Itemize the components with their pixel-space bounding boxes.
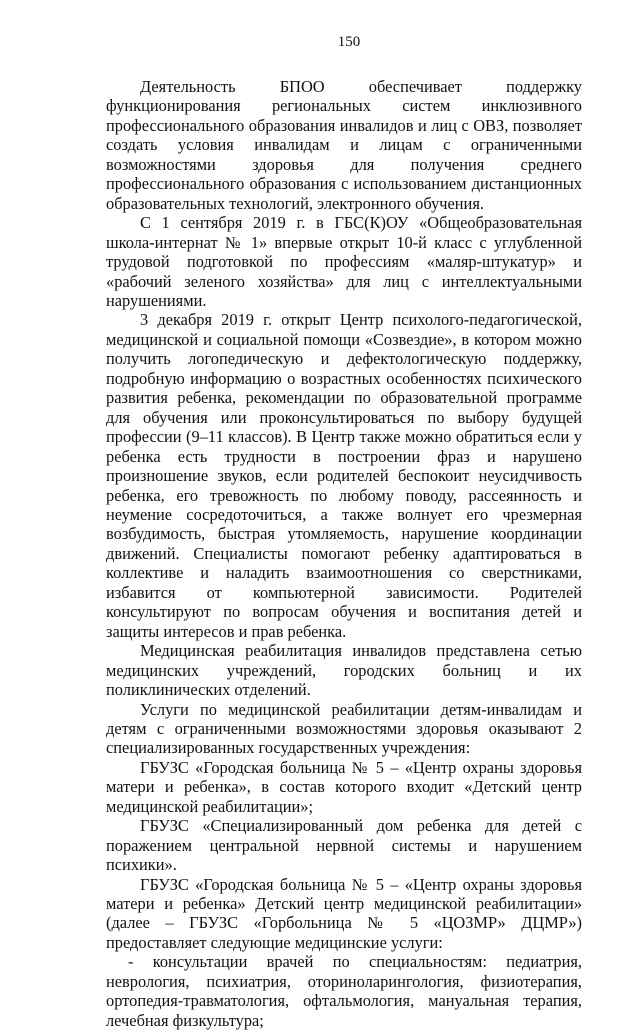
paragraph-school-class: С 1 сентября 2019 г. в ГБС(К)ОУ «Общеобразовательная школа-интернат № 1» впервые открыт 10-й класс с углубленной трудовой подготовкой по профессиям «маляр-штукатур» и «рабочий зеленого хозяйства» для лиц с интеллектуальными нарушениями. <box>106 213 582 310</box>
paragraph-hospital-5: ГБУЗС «Городская больница № 5 – «Центр охраны здоровья матери и ребенка», в состав которого входит «Детский центр медицинской реабилитации»; <box>106 757 582 816</box>
paragraph-children-home: ГБУЗС «Специализированный дом ребенка для детей с поражением центральной нервной системы и нарушением психики». <box>106 816 582 875</box>
paragraph-services-intro: Услуги по медицинской реабилитации детям-инвалидам и детям с ограниченными возможностями здоровья оказывают 2 специализированных государственных учреждения: <box>106 699 582 758</box>
paragraph-bpoo-activity: Деятельность БПОО обеспечивает поддержку функционирования региональных систем инклюзивного профессионального образования инвалидов и лиц с ОВЗ, позволяет создать условия инвалидам и лицам с ограниченными возможностями здоровья для получения среднего профессионального образования с использованием дистанционных образовательных технологий, электронного обучения. <box>106 77 582 213</box>
list-item-consultations: - консультации врачей по специальностям: педиатрия, неврология, психиатрия, оториноларингология, физиотерапия, ортопедия-травматология, офтальмология, мануальная терапия, лечебная физкультура; <box>106 952 582 1030</box>
paragraph-center-sozvezdie: 3 декабря 2019 г. открыт Центр психолого-педагогической, медицинской и социальной помощи «Созвездие», в котором можно получить логопедическую и дефектологическую поддержку, подробную информацию о возрастных особенностях психического развития ребенка, рекомендации по образовательной программе для обучения или проконсультироваться по выбору будущей профессии (9–11 классов). В Центр также можно обратиться если у ребенка есть трудности в построении фраз и нарушено произношение звуков, если родителей беспокоит неусидчивость ребенка, его тревожность по любому поводу, рассеянность и неумение сосредоточиться, а также волнует его чрезмерная возбудимость, быстрая утомляемость, нарушение координации движений. Специалисты помогают ребенку адаптироваться в коллективе и наладить взаимоотношения со сверстниками, избавится от компьютерной зависимости. Родителей консультируют по вопросам обучения и воспитания детей и защиты интересов и прав ребенка. <box>106 310 582 641</box>
page-number: 150 <box>337 34 361 50</box>
paragraph-medical-rehabilitation: Медицинская реабилитация инвалидов представлена сетью медицинских учреждений, городских больниц и их поликлинических отделений. <box>106 641 582 700</box>
paragraph-services-provided: ГБУЗС «Городская больница № 5 – «Центр охраны здоровья матери и ребенка» Детский центр медицинской реабилитации» (далее – ГБУЗС «Горбольница № 5 «ЦОЗМР» ДЦМР») предоставляет следующие медицинские услуги: <box>106 874 582 952</box>
